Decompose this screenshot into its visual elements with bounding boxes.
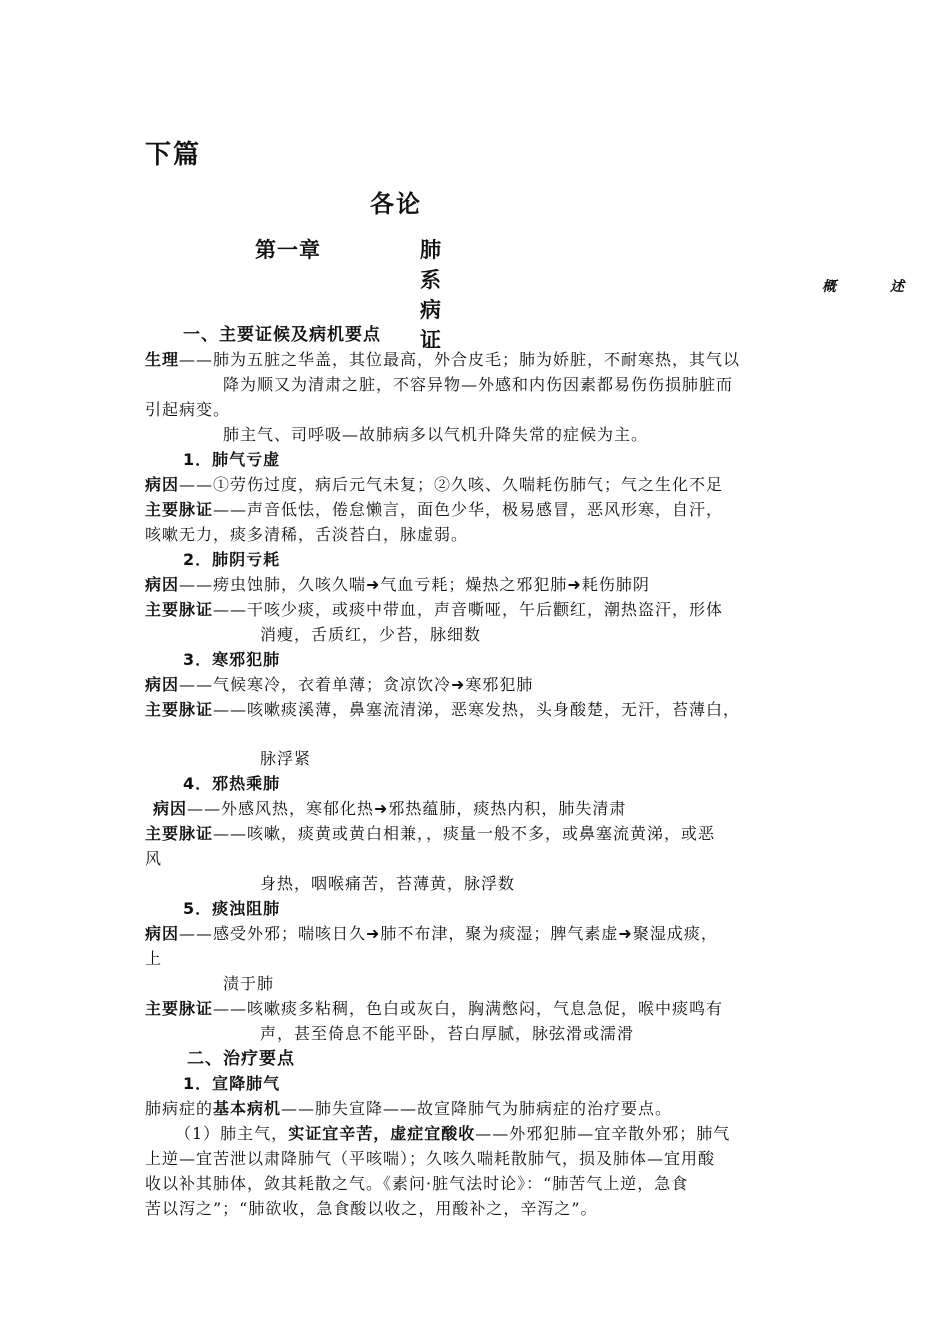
summary-label xyxy=(822,276,904,296)
syndrome-2-sign xyxy=(145,599,723,621)
physiology-label: 生理 xyxy=(145,350,180,369)
section-heading-1: 一、主要证候及病机要点 xyxy=(183,325,381,345)
physiology-line-3: 引起病变。 xyxy=(145,400,231,419)
syndrome-1-cause xyxy=(145,474,723,496)
sign-label: 主要脉证 xyxy=(145,500,214,519)
syndrome-4-sign xyxy=(145,823,715,845)
physiology-line-1 xyxy=(145,349,740,371)
chapter-title: 肺系病证 xyxy=(420,238,442,352)
cause-text: ——感受外邪；喘咳日久➜肺不布津，聚为痰湿；脾气素虚➜聚湿成痰， xyxy=(179,924,718,943)
syndrome-4-cause xyxy=(153,798,626,820)
treatment-para-4: 收以补其肺体，敛其耗散之气。《素问·脏气法时论》：“肺苦气上逆，急食 xyxy=(145,1174,689,1193)
cause-label: 病因 xyxy=(145,924,180,943)
treatment-para-3: 上逆—宜苦泄以肃降肺气（平咳喘）；久咳久喘耗散肺气，损及肺体—宜用酸 xyxy=(145,1149,716,1168)
summary-char-2: 述 xyxy=(890,279,904,295)
physiology-line-4: 肺主气、司呼吸—故肺病多以气机升降失常的症候为主。 xyxy=(223,425,649,444)
sign-text: ——咳嗽，痰黄或黄白相兼，，痰量一般不多，或鼻塞流黄涕，或恶 xyxy=(213,824,716,843)
treatment-para-1 xyxy=(145,1098,672,1120)
syndrome-heading-4: 4．邪热乘肺 xyxy=(183,774,281,793)
cause-label: 病因 xyxy=(145,475,180,494)
text-part: 肺病症的 xyxy=(145,1099,214,1118)
syndrome-5-cause-cont: 渍于肺 xyxy=(223,974,275,993)
summary-char-1: 概 xyxy=(822,279,836,295)
treatment-para-5: 苦以泻之”；“肺欲收，急食酸以收之，用酸补之，辛泻之”。 xyxy=(145,1199,598,1218)
cause-label: 病因 xyxy=(145,675,180,694)
syndrome-4-sign-cont: 身热，咽喉痛苦，苔薄黄，脉浮数 xyxy=(260,874,516,893)
sign-label: 主要脉证 xyxy=(145,600,214,619)
cause-text: ——气候寒冷，衣着单薄；贪凉饮冷➜寒邪犯肺 xyxy=(179,675,534,694)
sign-text: ——咳嗽痰多粘稠，色白或灰白，胸满憋闷，气息急促，喉中痰鸣有 xyxy=(213,999,724,1018)
syndrome-5-cause xyxy=(145,923,718,945)
bold-term: 实证宜辛苦，虚症宜酸收 xyxy=(288,1124,476,1143)
treatment-para-2 xyxy=(175,1123,730,1145)
main-title: 各论 xyxy=(370,190,422,218)
syndrome-3-sign xyxy=(145,699,740,721)
syndrome-heading-5: 5．痰浊阻肺 xyxy=(183,899,281,918)
syndrome-5-sign xyxy=(145,998,723,1020)
syndrome-1-sign xyxy=(145,499,723,521)
cause-text: ——痨虫蚀肺，久咳久喘➜气血亏耗；燥热之邪犯肺➜耗伤肺阴 xyxy=(179,575,650,594)
syndrome-heading-2: 2．肺阴亏耗 xyxy=(183,550,281,569)
syndrome-1-sign-cont: 咳嗽无力，痰多清稀，舌淡苔白，脉虚弱。 xyxy=(145,525,469,544)
syndrome-5-sign-cont: 声，甚至倚息不能平卧，苔白厚腻，脉弦滑或濡滑 xyxy=(260,1024,635,1043)
syndrome-2-sign-cont: 消瘦，舌质红，少苔，脉细数 xyxy=(260,625,482,644)
text-part: ——外邪犯肺—宜辛散外邪；肺气 xyxy=(475,1124,731,1143)
physiology-line-2: 降为顺又为清肃之脏，不容异物—外感和内伤因素都易伤伤损肺脏而 xyxy=(223,375,734,394)
syndrome-3-cause xyxy=(145,674,533,696)
text-part: ——肺失宣降——故宣降肺气为肺病症的治疗要点。 xyxy=(281,1099,673,1118)
physiology-text-1: ——肺为五脏之华盖，其位最高，外合皮毛；肺为娇脏，不耐寒热，其气以 xyxy=(179,350,741,369)
cause-text: ——外感风热，寒郁化热➜邪热蕴肺，痰热内积，肺失清肃 xyxy=(187,799,627,818)
sign-label: 主要脉证 xyxy=(145,999,214,1018)
sign-label: 主要脉证 xyxy=(145,700,214,719)
section-heading-2: 二、治疗要点 xyxy=(187,1049,295,1069)
syndrome-3-sign-cont: 脉浮紧 xyxy=(260,749,312,768)
chapter-number: 第一章 xyxy=(255,238,321,262)
sign-text: ——咳嗽痰溪薄，鼻塞流清涕，恶寒发热，头身酸楚，无汗，苔薄白， xyxy=(213,700,741,719)
treatment-heading-1: 1．宣降肺气 xyxy=(183,1074,281,1093)
part-title: 下篇 xyxy=(145,140,202,170)
cause-text: ——①劳伤过度，病后元气未复；②久咳、久喘耗伤肺气；气之生化不足 xyxy=(179,475,724,494)
syndrome-heading-1: 1．肺气亏虚 xyxy=(183,450,281,469)
sign-label: 主要脉证 xyxy=(145,824,214,843)
syndrome-heading-3: 3．寒邪犯肺 xyxy=(183,650,281,669)
sign-text: ——声音低怯，倦怠懒言，面色少华，极易感冒，恶风形寒，自汗， xyxy=(213,500,724,519)
syndrome-5-cause-wrap: 上 xyxy=(145,949,163,968)
syndrome-2-cause xyxy=(145,574,650,596)
cause-label: 病因 xyxy=(145,575,180,594)
bold-term: 基本病机 xyxy=(213,1099,282,1118)
cause-label: 病因 xyxy=(153,799,188,818)
sign-text: ——干咳少痰，或痰中带血，声音嘶哑，午后颧红，潮热盗汗，形体 xyxy=(213,600,724,619)
syndrome-4-sign-wrap: 风 xyxy=(145,849,163,868)
text-part: （1）肺主气， xyxy=(175,1124,289,1143)
